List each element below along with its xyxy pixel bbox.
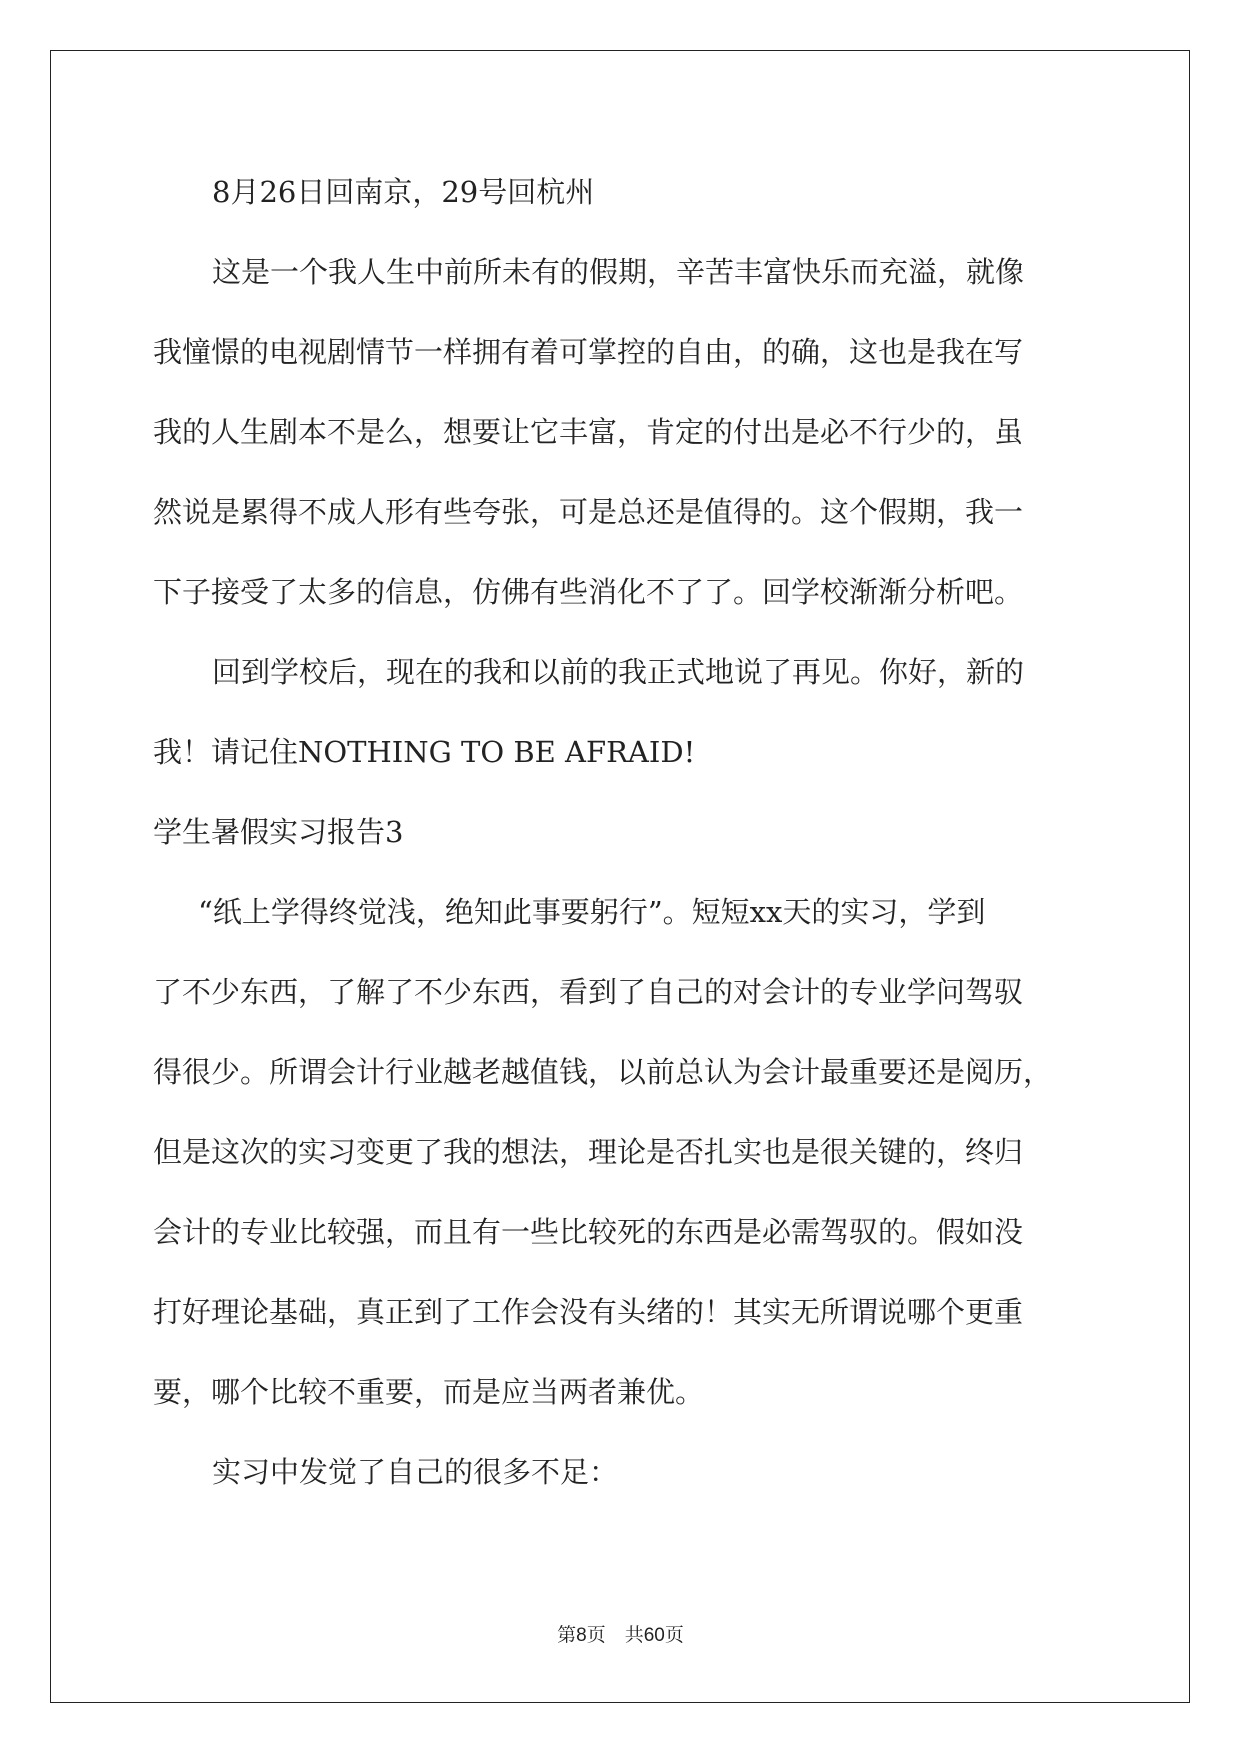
text-line: 实习中发觉了自己的很多不足： xyxy=(212,1455,619,1489)
text-line: 然说是累得不成人形有些夸张，可是总还是值得的。这个假期，我一 xyxy=(153,495,1024,529)
footer-total-pages: 60 xyxy=(643,1625,665,1646)
page-footer xyxy=(0,1620,1241,1647)
text-line: 打好理论基础，真正到了工作会没有头绪的！其实无所谓说哪个更重 xyxy=(153,1295,1024,1329)
text-line: “纸上学得终觉浅，绝知此事要躬行”。短短xx天的实习，学到 xyxy=(198,895,986,929)
text-line: 了不少东西，了解了不少东西，看到了自己的对会计的专业学问驾驭 xyxy=(153,975,1024,1009)
text-line: 但是这次的实习变更了我的想法，理论是否扎实也是很关键的，终归 xyxy=(153,1135,1024,1169)
footer-prefix: 第 xyxy=(557,1624,577,1646)
footer-mid: 页 共 xyxy=(586,1624,644,1646)
text-line: 下子接受了太多的信息，仿佛有些消化不了了。回学校渐渐分析吧。 xyxy=(153,575,1024,609)
text-line: 会计的专业比较强，而且有一些比较死的东西是必需驾驭的。假如没 xyxy=(153,1215,1024,1249)
text-line: 这是一个我人生中前所未有的假期，辛苦丰富快乐而充溢，就像 xyxy=(212,255,1025,289)
text-line: 回到学校后，现在的我和以前的我正式地说了再见。你好，新的 xyxy=(212,655,1025,689)
text-line: 8月26日回南京，29号回杭州 xyxy=(212,175,595,209)
footer-page-number: 8 xyxy=(576,1625,587,1646)
text-line: 我憧憬的电视剧情节一样拥有着可掌控的自由，的确，这也是我在写 xyxy=(153,335,1024,369)
text-line: 得很少。所谓会计行业越老越值钱，以前总认为会计最重要还是阅历， xyxy=(153,1055,1053,1089)
text-line: 我的人生剧本不是么，想要让它丰富，肯定的付出是必不行少的，虽 xyxy=(153,415,1024,449)
text-line: 我！请记住NOTHING TO BE AFRAID! xyxy=(153,735,696,769)
text-line: 要，哪个比较不重要，而是应当两者兼优。 xyxy=(153,1375,705,1409)
section-heading: 学生暑假实习报告3 xyxy=(153,815,404,849)
footer-suffix: 页 xyxy=(664,1624,684,1646)
